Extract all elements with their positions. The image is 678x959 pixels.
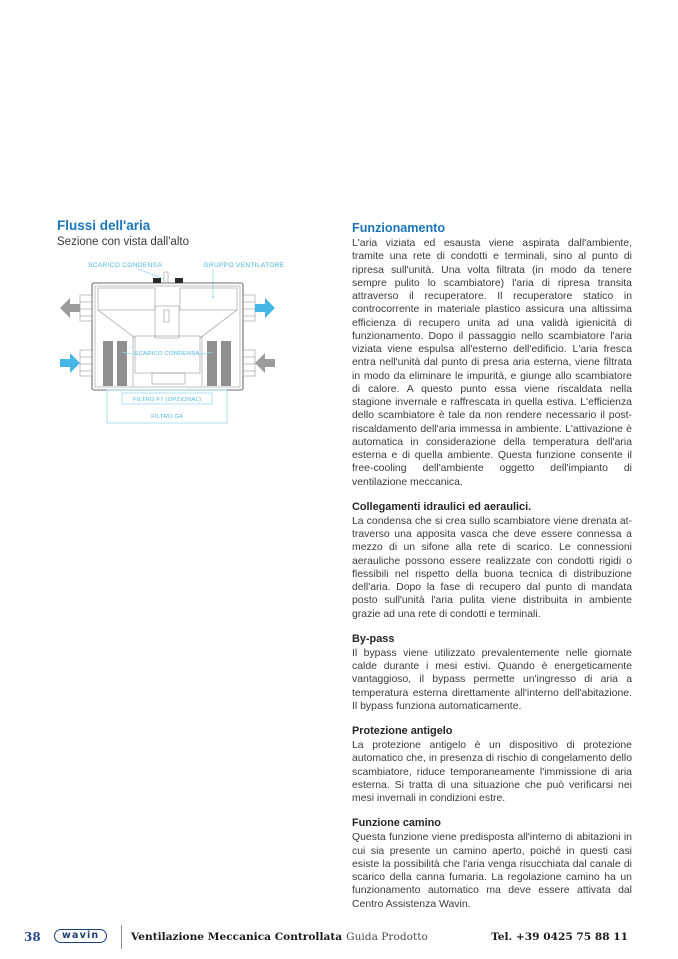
label-filtro-f7: FILTRO F7 (OPZIONAL)	[132, 397, 202, 403]
section-body: L'aria viziata ed esausta viene aspirata dall'ambiente, tramite una rete di condotti e terminali, sino al punto di ripresa sull'unità. Una volta filtrata (in modo da tenere sempre pulito lo scambiatore) l'aria di ripresa transita attraverso il recuperatore. Il recuperatore statico in controcorrente in materiale plastico assicura una altissima efficienza di recupero unita ad una validà igienicità di funzionamento. Dopo il passaggio nello scambiatore l'aria viziata viene espulsa all'esterno dell'edificio. L'aria fresca entra nell'unità dal punto di presa aria esterna, viene filtrata in modo da eliminare le impurità, e giunge allo scambiatore di calore. A questo punto essa viene riscaldata nella stagione invernale e raffrescata in quella estiva. L'efficienza dello scambiatore è tale da non rendere necessario il post-riscaldamento dell'aria immessa in ambiente. L'attivazione è automatica in considerazione della temperatura dell'aria esterna e di quella ambiente. Questa funzione consente il free-cooling dell'ambiente oggetto dell'impianto di ventilazione meccanica.	[352, 238, 632, 488]
wavin-logo: wavin	[54, 929, 107, 943]
airflow-arrow-fresh-in-icon	[60, 353, 80, 373]
section-heading-collegamenti: Collegamenti idraulici ed aeraulici.	[352, 500, 532, 513]
document-title-bold: Ventilazione Meccanica Controllata	[131, 931, 343, 943]
label-scarico-condensa-top: SCARICO CONDENSA	[87, 262, 163, 269]
airflow-arrow-supply-out-icon	[255, 298, 275, 318]
filter-stripe	[117, 341, 127, 386]
section-heading-funzionamento: Funzionamento	[352, 221, 446, 235]
unit-internals	[98, 288, 237, 386]
label-filtro-g4: FILTRO G4	[151, 414, 183, 420]
document-title-regular: Guida Prodotto	[346, 931, 428, 943]
filter-stripe	[207, 341, 217, 386]
footer-divider	[121, 925, 122, 949]
page-number: 38	[24, 930, 41, 944]
port-top-right	[243, 295, 255, 321]
top-nub-left	[153, 278, 161, 283]
leader-line-condensa	[138, 269, 164, 279]
page-footer	[0, 924, 678, 952]
port-bottom-right	[243, 350, 255, 376]
ventilation-unit-drawing	[58, 252, 310, 430]
port-bottom-left	[80, 350, 92, 376]
unit-outline	[92, 283, 243, 390]
section-body: La condensa che si crea sullo scambiatore viene drenata at-traverso una apposita vasca che deve essere connessa a mezzo di un sifone alla rete di scarico. Le connessioni aerauliche possono essere realizzate con condotti rigidi o flessibili nel rispetto della buona tecnica di distribuzione dell'aria. Dopo la fase di recupero dal punto di mandata posto sull'unità l'aria pulita viene distribuita in ambiente grazie ad una rete di condotti e terminali.	[352, 515, 632, 620]
left-column	[57, 218, 317, 248]
filter-stripe	[221, 341, 231, 386]
section-heading-bypass: By-pass	[352, 632, 395, 645]
leader-dot	[212, 296, 214, 298]
label-scarico-condensa-center: SCARICO CONDENSA	[134, 351, 200, 357]
unit-inner-wall	[95, 286, 240, 387]
section-body: Questa funzione viene predisposta all'interno di abitazioni in cui sia presente un camino aperto, poiché in questi casi esiste la possibilità che l'aria venga risucchiata dal canale di scarico della canna fumaria. La regolazione camino ha un funzionamento automatico ma deve essere attivata dal Centro Assistenza Wavin.	[352, 832, 632, 910]
airflow-arrow-return-in-icon	[255, 353, 275, 373]
airflow-diagram	[58, 252, 310, 430]
filter-stripe	[103, 341, 113, 386]
top-nub-right	[175, 278, 183, 283]
footer-phone: Tel. +39 0425 75 88 11	[491, 931, 628, 943]
label-gruppo-ventilatore: GRUPPO VENTILATORE	[203, 262, 285, 269]
section-heading-protezione-antigelo: Protezione antigelo	[352, 725, 453, 737]
right-column	[352, 221, 632, 911]
airflow-arrow-exhaust-out-icon	[60, 298, 80, 318]
section-body: La protezione antigelo è un dispositivo di protezione automatico che, in presenza di rischio di congelamento dello scambiatore, riduce temporaneamente l'immissione di aria esterna. Si tratta di una situazione che può verificarsi nei mesi invernali in condizioni estre.	[352, 740, 632, 804]
document-title	[131, 931, 428, 943]
diagram-subtitle: Sezione con vista dall'alto	[57, 236, 189, 248]
section-body: Il bypass viene utilizzato prevalentemente nelle giornate calde durante i mesi estivi. Quando è energeticamente vantaggioso, il bypass permette un'ingresso di aria a temperatura esterna direttamente all'interno dell'abitazione. Il bypass funziona automaticamente.	[352, 647, 632, 712]
diagram-title: Flussi dell'aria	[57, 218, 151, 233]
section-heading-funzione-camino: Funzione camino	[352, 817, 441, 830]
port-top-left	[80, 295, 92, 321]
condensate-pipe	[164, 272, 168, 283]
